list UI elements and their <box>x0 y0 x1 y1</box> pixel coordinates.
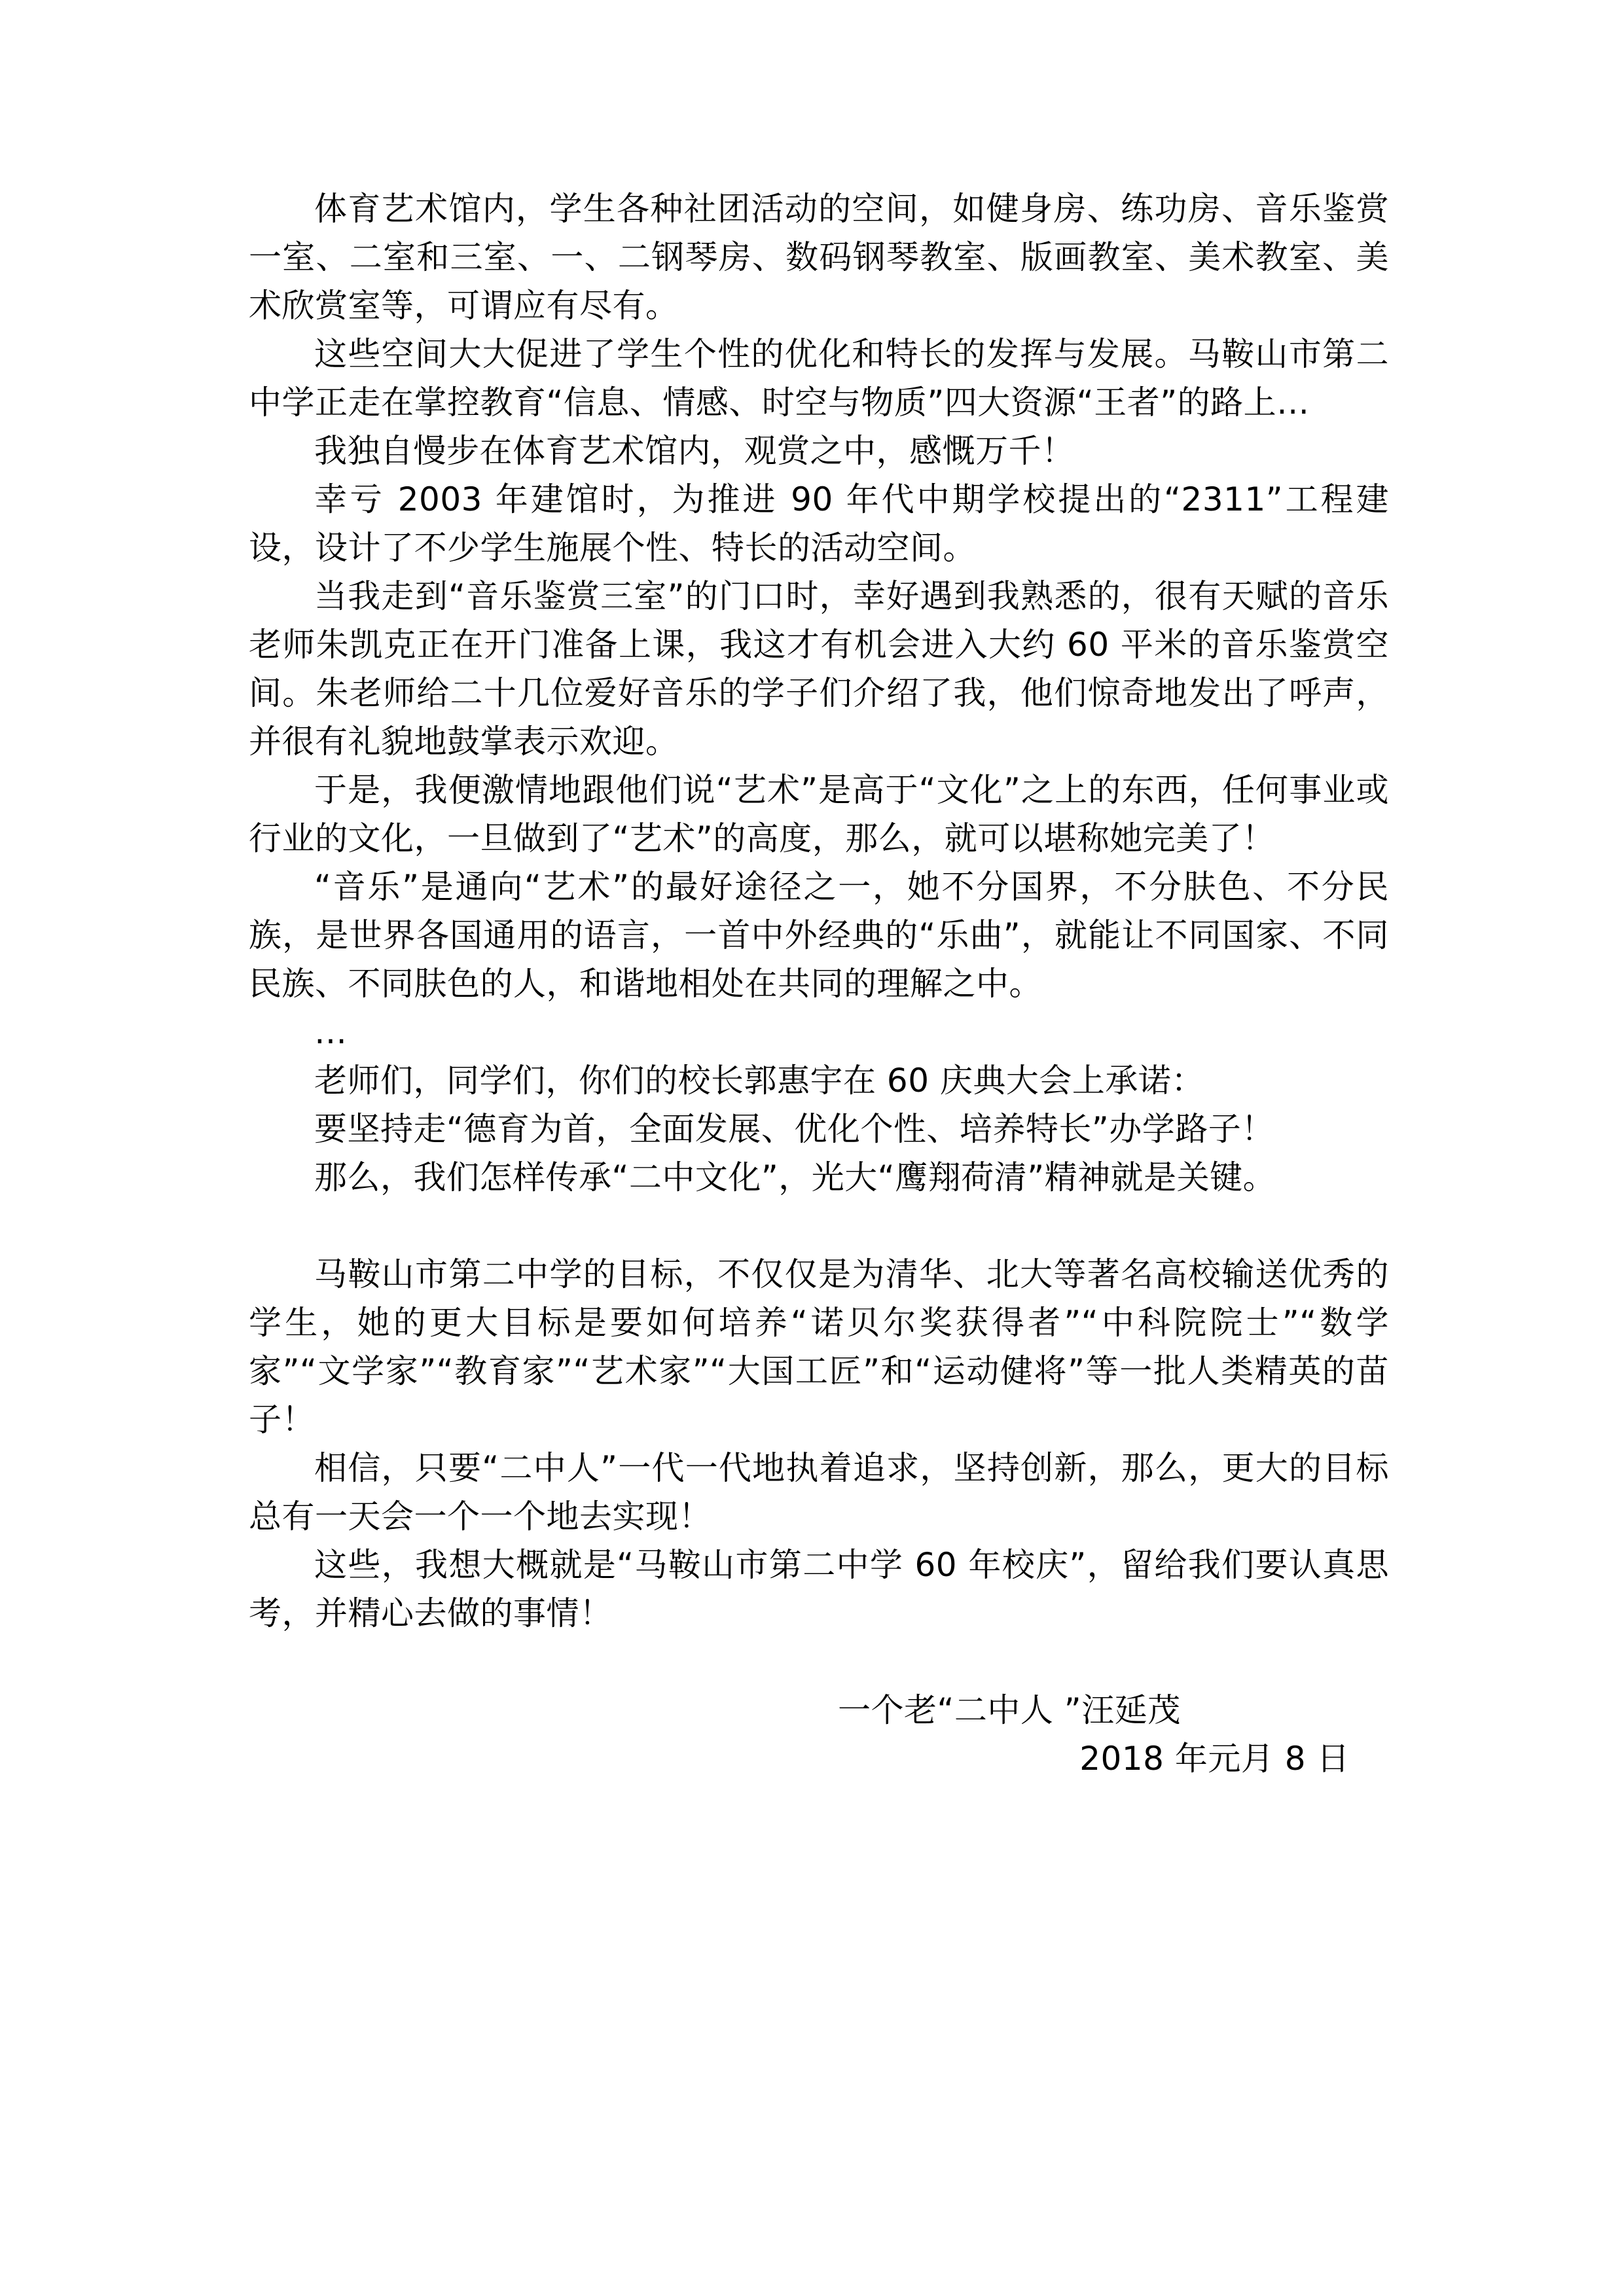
ellipsis-paragraph: … <box>314 1013 348 1051</box>
paragraph: 那么，我们怎样传承“二中文化”，光大“鹰翔荷清”精神就是关键。 <box>314 1158 1276 1196</box>
paragraph: 相信，只要“二中人”一代一代地执着追求，坚持创新，那么，更大的目标总有一天会一个一个地去实现！ <box>249 1449 1389 1535</box>
signature-author: 一个老“二中人 ”汪延茂 <box>838 1691 1181 1729</box>
paragraph: 这些，我想大概就是“马鞍山市第二中学 60 年校庆”，留给我们要认真思考，并精心去做的事情！ <box>249 1546 1389 1632</box>
paragraph: 这些空间大大促进了学生个性的优化和特长的发挥与发展。马鞍山市第二中学正走在掌控教育“信息、情感、时空与物质”四大资源“王者”的路上… <box>249 335 1389 422</box>
paragraph: 当我走到“音乐鉴赏三室”的门口时，幸好遇到我熟悉的，很有天赋的音乐老师朱凯克正在开门准备上课，我这才有机会进入大约 60 平米的音乐鉴赏空间。朱老师给二十几位爱好音乐的学子们介绍了我，他们惊奇地发出了呼声，并很有礼貌地鼓掌表示欢迎。 <box>249 577 1389 761</box>
paragraph: 老师们，同学们，你们的校长郭惠宇在 60 庆典大会上承诺： <box>314 1062 1204 1100</box>
paragraph: “音乐”是通向“艺术”的最好途径之一，她不分国界，不分肤色、不分民族，是世界各国通用的语言，一首中外经典的“乐曲”，就能让不同国家、不同民族、不同肤色的人，和谐地相处在共同的理解之中。 <box>249 868 1389 1003</box>
paragraph: 于是，我便激情地跟他们说“艺术”是高于“文化”之上的东西，任何事业或行业的文化，一旦做到了“艺术”的高度，那么，就可以堪称她完美了！ <box>249 771 1389 857</box>
signature-date: 2018 年元月 8 日 <box>1079 1740 1350 1778</box>
document-body <box>249 185 1389 1783</box>
signature-block <box>249 1686 1389 1783</box>
paragraph: 幸亏 2003 年建馆时，为推进 90 年代中期学校提出的“2311”工程建设，设计了不少学生施展个性、特长的活动空间。 <box>249 480 1389 567</box>
paragraph: 体育艺术馆内，学生各种社团活动的空间，如健身房、练功房、音乐鉴赏一室、二室和三室、一、二钢琴房、数码钢琴教室、版画教室、美术教室、美术欣赏室等，可谓应有尽有。 <box>249 190 1389 325</box>
paragraph: 我独自慢步在体育艺术馆内，观赏之中，感慨万千！ <box>314 432 1075 470</box>
paragraph: 要坚持走“德育为首，全面发展、优化个性、培养特长”办学路子！ <box>314 1110 1274 1148</box>
paragraph: 马鞍山市第二中学的目标，不仅仅是为清华、北大等著名高校输送优秀的学生，她的更大目标是要如何培养“诺贝尔奖获得者”“中科院院士”“数学家”“文学家”“教育家”“艺术家”“大国工匠”和“运动健将”等一批人类精英的苗子！ <box>249 1255 1389 1439</box>
paragraph-gap <box>249 1202 1389 1250</box>
